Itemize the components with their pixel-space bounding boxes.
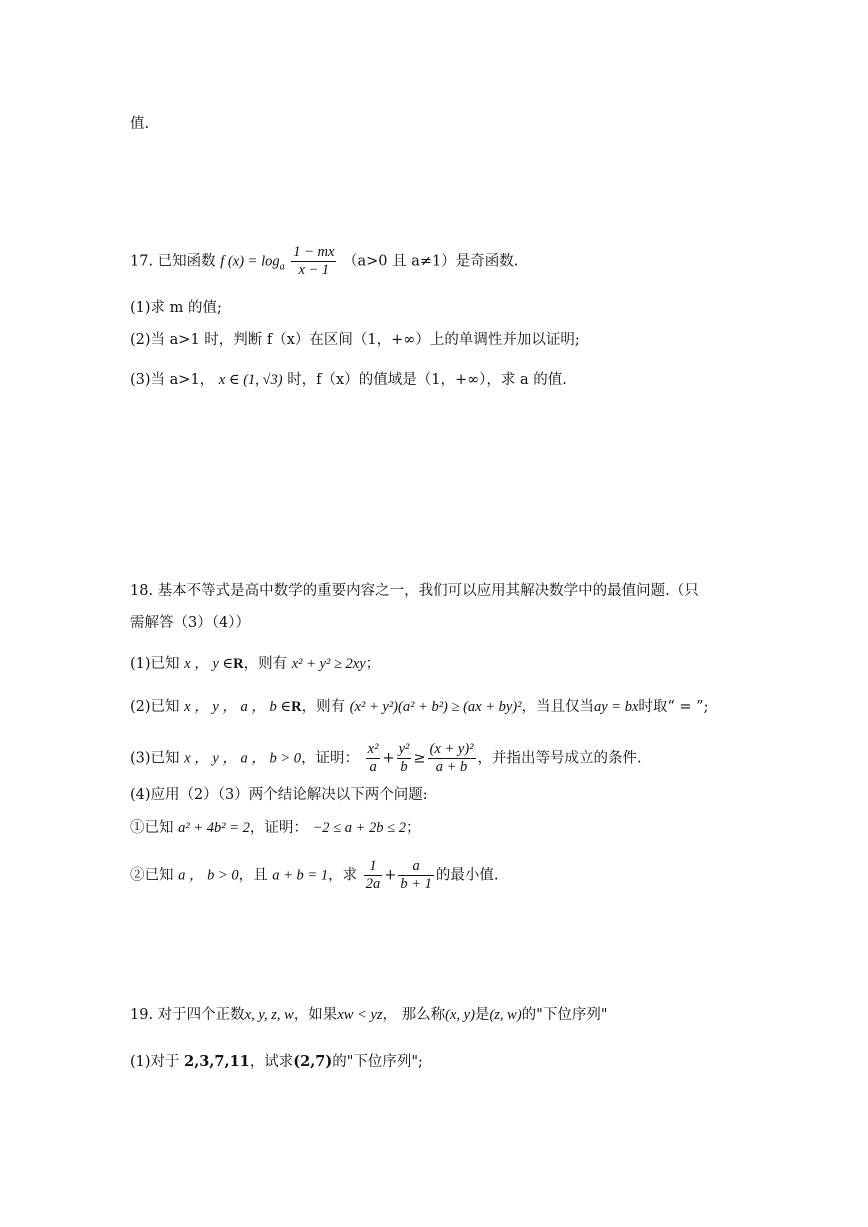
q18-part3-frac2 bbox=[397, 741, 412, 776]
q19-pair2: (z, w) bbox=[489, 1007, 522, 1023]
q18-part1 bbox=[130, 654, 380, 674]
q19-part1-b: ，试求 bbox=[249, 1054, 294, 1070]
q18-part3-c: ，并指出等号成立的条件. bbox=[477, 750, 642, 767]
q18-sub2-eq: a + b = 1 bbox=[272, 867, 329, 884]
q17-part3-b: 时，f（x）的值域是（1，+∞），求 a 的值. bbox=[287, 372, 567, 388]
q18-sub2-d: 的最小值. bbox=[435, 867, 499, 884]
q18-part2-b: ，则有 bbox=[301, 699, 346, 715]
q18-sub2-vars: a ， b > 0 bbox=[178, 867, 239, 884]
q18-part2-cond: ay = bx bbox=[594, 699, 639, 715]
q17-condition: （a>0 且 a≠1）是奇函数. bbox=[343, 253, 519, 270]
q19-a: 对于四个正数 bbox=[157, 1007, 245, 1023]
q17-part3-a: (3)当 a>1， bbox=[130, 372, 215, 388]
q17-number: 17. bbox=[130, 253, 154, 270]
q18-part4: (4)应用（2）（3）两个结论解决以下两个问题: bbox=[130, 787, 428, 803]
q19-number: 19. bbox=[130, 1007, 154, 1023]
q17-func-lhs: f (x) = log bbox=[220, 253, 280, 270]
q19-b: ，如果 bbox=[293, 1007, 338, 1023]
q19-stem bbox=[130, 1005, 608, 1025]
q17-stem bbox=[130, 244, 518, 279]
q18-part3-frac1-num: x² bbox=[367, 741, 379, 757]
q18-part2-a: (2)已知 bbox=[130, 699, 180, 715]
q18-sub2-frac2-num: a bbox=[398, 858, 434, 876]
q18-part1-end: ； bbox=[365, 656, 381, 672]
q18-part2-ineq: (x² + y²)(a² + b²) ≥ (ax + by)² bbox=[349, 699, 522, 715]
q18-sub1-eq: a² + 4b² = 2 bbox=[178, 820, 250, 836]
q18-part1-a: (1)已知 bbox=[130, 656, 180, 672]
q18-part3-frac2-num: y² bbox=[398, 741, 410, 757]
q18-part3-frac3 bbox=[428, 741, 476, 776]
q18-part2 bbox=[130, 697, 709, 717]
q18-part3-a: (3)已知 bbox=[130, 750, 180, 767]
q18-sub1-end: ； bbox=[405, 820, 421, 836]
q18-intro-line2: 需解答（3）（4）） bbox=[130, 615, 250, 631]
q18-part3-frac2-den: b bbox=[400, 759, 408, 775]
q19-c: ， 那么称 bbox=[382, 1007, 446, 1023]
q17-frac-num: 1 − mx bbox=[293, 244, 335, 260]
q19-cond: xw < yz bbox=[337, 1007, 383, 1023]
q18-part2-R: R bbox=[291, 699, 302, 715]
q18-part2-d: 时取“ = ”; bbox=[638, 699, 709, 715]
top-fragment: 值. bbox=[130, 116, 150, 132]
q18-sub2-c: ，求 bbox=[328, 867, 358, 884]
q18-part3-frac1-den: a bbox=[369, 759, 377, 775]
q18-sub2-frac2 bbox=[398, 858, 434, 893]
q18-part1-vars: x ， y ∈ bbox=[184, 656, 234, 672]
q17-log-base: a bbox=[279, 261, 285, 273]
q18-part2-vars: x ， y ， a ， b ∈ bbox=[184, 699, 292, 715]
q18-sub2-a: ②已知 bbox=[130, 867, 174, 884]
q18-part1-b: ，则有 bbox=[243, 656, 288, 672]
q18-sub1-b: ，证明： bbox=[249, 820, 308, 836]
q17-intro: 已知函数 bbox=[157, 253, 216, 270]
q19-part1-nums: 2,3,7,11 bbox=[184, 1053, 250, 1070]
q19-e: 的"下位序列" bbox=[521, 1007, 608, 1023]
q18-part3-frac3-den: a + b bbox=[435, 759, 468, 775]
q18-sub2-frac1-den: 2a bbox=[365, 876, 381, 892]
q19-part1-c: 的"下位序列"; bbox=[332, 1054, 423, 1070]
q18-sub1 bbox=[130, 818, 420, 838]
q19-vars: x, y, z, w bbox=[244, 1007, 294, 1023]
q17-part1: (1)求 m 的值; bbox=[130, 300, 222, 316]
q19-d: 是 bbox=[474, 1007, 490, 1023]
q18-part3-frac1 bbox=[366, 741, 381, 776]
q18-sub2-b: ，且 bbox=[238, 867, 268, 884]
q19-part1 bbox=[130, 1052, 423, 1072]
q18-sub2-plus: + bbox=[384, 867, 397, 884]
q19-pair1: (x, y) bbox=[445, 1007, 475, 1023]
q17-frac-den: x − 1 bbox=[298, 262, 330, 278]
q18-intro-line1: 18. 基本不等式是高中数学的重要内容之一，我们可以应用其解决数学中的最值问题.（只 bbox=[130, 583, 699, 599]
q18-sub2-frac1 bbox=[364, 858, 383, 893]
q17-fraction bbox=[291, 244, 336, 279]
q17-part3-interval: x ∈ (1, √3) bbox=[218, 372, 283, 388]
q18-part1-ineq: x² + y² ≥ 2xy bbox=[291, 656, 366, 672]
q18-sub2 bbox=[130, 858, 499, 893]
q18-sub2-frac2-den: b + 1 bbox=[400, 876, 432, 892]
q18-sub2-frac1-num: 1 bbox=[364, 858, 383, 876]
q18-part3-ge: ≥ bbox=[413, 750, 426, 767]
q18-part3-frac3-num: (x + y)² bbox=[429, 741, 474, 757]
q18-part3-b: ，证明： bbox=[301, 750, 360, 767]
q18-part2-c: ，当且仅当 bbox=[521, 699, 594, 715]
q19-part1-pair: (2,7) bbox=[293, 1053, 333, 1070]
q18-part1-R: R bbox=[233, 656, 244, 672]
q18-sub1-a: ①已知 bbox=[130, 820, 174, 836]
q19-part1-a: (1)对于 bbox=[130, 1054, 180, 1070]
q18-sub1-ineq: −2 ≤ a + 2b ≤ 2 bbox=[312, 820, 406, 836]
q18-part3-vars: x ， y ， a ， b > 0 bbox=[184, 750, 302, 767]
q17-part2: (2)当 a>1 时，判断 f（x）在区间（1，+∞）上的单调性并加以证明; bbox=[130, 332, 580, 348]
q18-part3 bbox=[130, 741, 642, 776]
q18-part3-plus: + bbox=[382, 750, 395, 767]
q17-part3 bbox=[130, 370, 567, 390]
